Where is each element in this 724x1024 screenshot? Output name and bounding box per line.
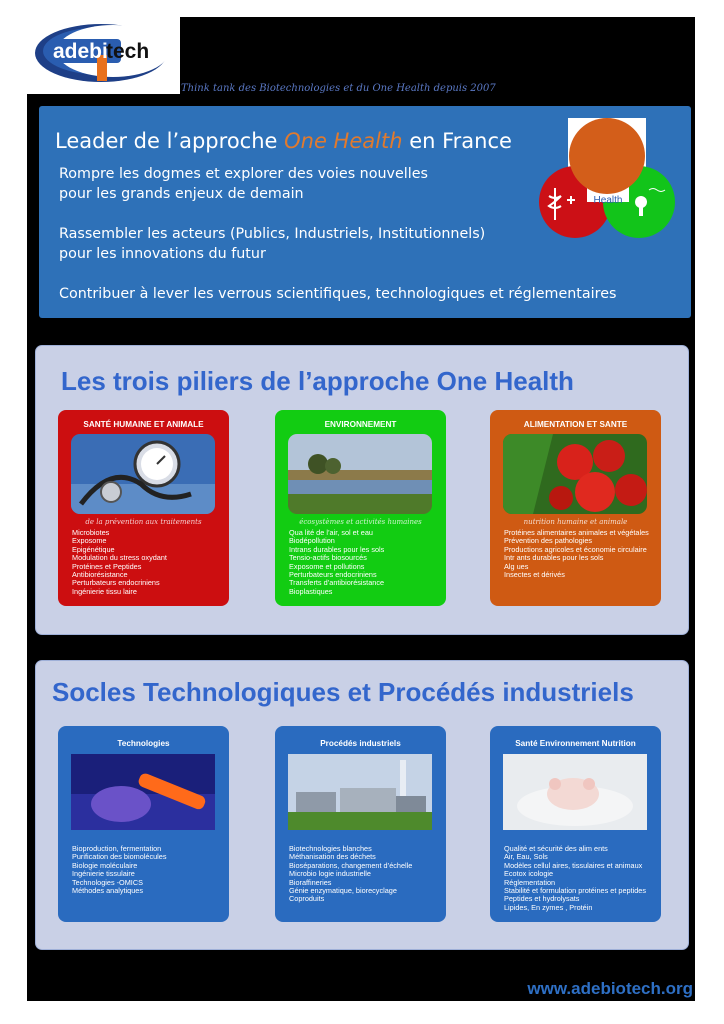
list-item: Génie enzymatique, biorecyclage <box>289 886 397 896</box>
list-item: Prévention des pathologies <box>504 536 593 546</box>
list-item: Bioraffineries <box>289 877 332 887</box>
website-link[interactable]: www.adebiotech.org <box>527 979 693 998</box>
list-item: Coproduits <box>289 894 325 904</box>
list-item: Peptides et hydrolysats <box>504 894 580 904</box>
list-item: Bioproduction, fermentation <box>72 844 162 853</box>
tomatoes-photo <box>503 434 647 514</box>
list-item: Ingénierie tissulaire <box>72 869 135 879</box>
list-item: Insectes et dérivés <box>504 570 565 580</box>
list-item: Réglementation <box>504 877 556 887</box>
list-item: Perturbateurs endocriniens <box>72 578 160 588</box>
technologies-panel <box>35 660 689 950</box>
lead-line-4: pour les innovations du futur <box>59 246 266 262</box>
list-item: Purification des biomolécules <box>72 852 167 862</box>
svg-text:adebi: adebi <box>53 40 108 63</box>
tech-card-health-env-nutrition[interactable] <box>490 726 661 922</box>
lead-line-1: Rompre les dogmes et explorer des voies nouvelles <box>59 166 428 182</box>
list-item: Microbiotes <box>72 528 110 537</box>
list-item: Méthanisation des déchets <box>289 852 376 862</box>
lab-mouse-photo <box>503 754 647 830</box>
pillar-card-health[interactable] <box>58 410 229 606</box>
list-item: Tensio-actifs biosourcés <box>289 553 367 563</box>
list-item: Méthodes analytiques <box>72 886 143 896</box>
one-health-venn-diagram <box>535 118 680 243</box>
list-item: Modèles cellul aires, tissulaires et animaux <box>504 860 643 870</box>
pillar-card-subtitle: écosystèmes et activités humaines <box>299 518 422 526</box>
list-item: Epigénétique <box>72 544 115 554</box>
lab-tube-photo <box>71 754 215 830</box>
tech-card-title: Santé Environnement Nutrition <box>515 739 636 748</box>
lead-title: Leader de l’approche One Health en France <box>55 129 512 153</box>
lead-line-3: Rassembler les acteurs (Publics, Industriels, Institutionnels) <box>59 226 486 242</box>
list-item: Biologie moléculaire <box>72 860 138 870</box>
pillar-card-environment[interactable] <box>275 410 446 606</box>
list-item: Antibiorésistance <box>72 570 128 580</box>
tech-list-health-env-nutrition <box>504 845 646 912</box>
list-item: Alg ues <box>504 561 529 571</box>
list-item: Ingénierie tissu laire <box>72 586 137 596</box>
list-item: Bioséparations, changement d’échelle <box>289 860 413 870</box>
pillars-panel <box>35 345 689 635</box>
lead-line-2: pour les grands enjeux de demain <box>59 186 304 202</box>
pillar-card-subtitle: de la prévention aux traitements <box>85 518 202 526</box>
pillar-card-title: SANTÉ HUMAINE ET ANIMALE <box>83 420 204 429</box>
list-item: Technologies -OMICS <box>72 877 143 887</box>
list-item: Transferts d’antibiorésistance <box>289 578 385 588</box>
tagline: Think tank des Biotechnologies et du One Health depuis 2007 <box>181 83 496 94</box>
list-item: Intr ants durables pour les sols <box>504 553 604 563</box>
pillar-card-title: ALIMENTATION ET SANTE <box>523 420 628 429</box>
pillar-card-subtitle: nutrition humaine et animale <box>523 518 628 526</box>
technologies-title: Socles Technologiques et Procédés industriels <box>52 677 634 707</box>
tech-card-technologies[interactable] <box>58 726 229 922</box>
list-item: Exposome et pollutions <box>289 561 365 571</box>
tech-card-processes[interactable] <box>275 726 446 922</box>
list-item: Intrans durables pour les sols <box>289 544 385 554</box>
tech-card-title: Procédés industriels <box>320 739 401 748</box>
list-item: Productions agricoles et économie circulaire <box>504 544 647 554</box>
svg-text:Health: Health <box>593 195 623 206</box>
factory-photo <box>288 754 432 830</box>
list-item: Perturbateurs endocriniens <box>289 570 377 580</box>
tech-list-processes <box>289 845 412 904</box>
landscape-photo <box>288 434 432 514</box>
list-item: Air, Eau, Sols <box>504 852 548 862</box>
stethoscope-photo <box>71 434 215 514</box>
pillar-list-food <box>504 529 649 579</box>
pillars-title: Les trois piliers de l’approche One Health <box>61 366 574 396</box>
lead-line-5: Contribuer à lever les verrous scientifiques, technologiques et réglementaires <box>59 286 617 302</box>
tech-card-title: Technologies <box>117 739 170 748</box>
svg-text:tech: tech <box>106 40 150 63</box>
list-item: Protéines alimentaires animales et végétales <box>504 528 649 537</box>
pillar-list-health <box>72 529 167 596</box>
list-item: Modulation du stress oxydant <box>72 553 167 563</box>
list-item: Exposome <box>72 536 107 546</box>
pillar-card-food[interactable] <box>490 410 661 606</box>
list-item: Qua lité de l’air, sol et eau <box>289 528 373 537</box>
pillar-list-environment <box>289 529 384 596</box>
list-item: Stabilité et formulation protéines et peptides <box>504 886 646 896</box>
adebiotech-logo[interactable] <box>33 21 173 83</box>
list-item: Ecotox icologie <box>504 869 554 879</box>
list-item: Biodépollution <box>289 536 335 546</box>
pillar-card-title: ENVIRONNEMENT <box>324 420 397 429</box>
list-item: Biotechnologies blanches <box>289 844 372 853</box>
list-item: Bioplastiques <box>289 586 333 596</box>
list-item: Microbio logie industrielle <box>289 869 371 879</box>
list-item: Qualité et sécurité des alim ents <box>504 844 608 853</box>
tech-list-technologies <box>72 845 167 895</box>
list-item: Protéines et Peptides <box>72 561 142 571</box>
list-item: Lipides, En zymes , Protéin <box>504 902 593 912</box>
